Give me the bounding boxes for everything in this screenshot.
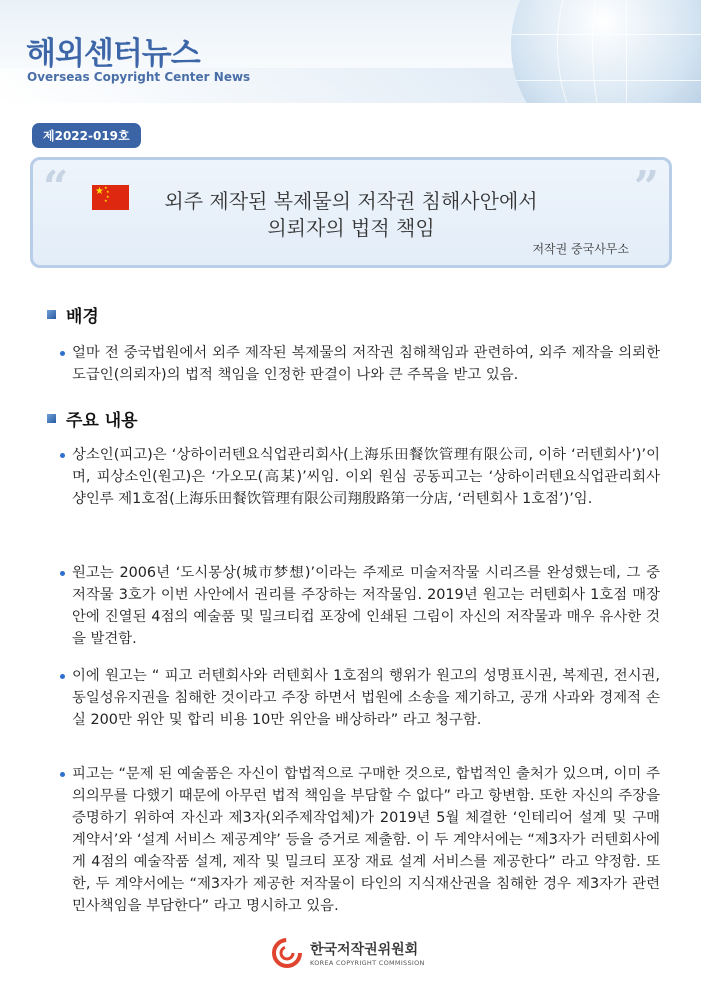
newsletter-title: 해외센터뉴스 [26, 36, 200, 72]
list-item [60, 763, 660, 917]
bullet-dot-icon [60, 674, 65, 679]
org-name-en: KOREA COPYRIGHT COMMISSION [310, 959, 425, 967]
issue-number-badge: 제2022-019호 [32, 123, 141, 148]
section-heading-text: 주요 내용 [66, 411, 138, 431]
section-heading-background [47, 302, 99, 327]
article-title-box [30, 157, 672, 268]
list-item-text: 이에 원고는 “ 피고 러텐회사와 러텐회사 1호점의 행위가 원고의 성명표시권, 복제권, 전시권, 동일성유지권을 침해한 것이라고 주장 하면서 법원에 소송을 제기하고, 공개 사과와 경제적 손실 200만 위안 및 합리 비용 10만 위안을 배상하라” 라고 청구함. [72, 668, 660, 728]
list-item-text: 상소인(피고)은 ‘상하이러텐요식업관리회사(上海乐田餐饮管理有限公司, 이하 ‘러텐회사’)’이며, 피상소인(원고)은 ‘가오모(高某)’씨임. 이외 원심 공동피고는 ‘상하이러텐요식업관리회사 샹인루 제1호점(上海乐田餐饮管理有限公司翔殷路第一分店, ‘러텐회사 1호점’)’임. [72, 447, 660, 507]
globe-icon [511, 0, 701, 103]
article-title-line1: 외주 제작된 복제물의 저작권 침해사안에서 [164, 189, 538, 213]
list-item-text: 얼마 전 중국법원에서 외주 제작된 복제물의 저작권 침해책임과 관련하여, 외주 제작을 의뢰한 도급인(의뢰자)의 법적 책임을 인정한 판결이 나와 큰 주목을 받고 있음. [72, 345, 660, 383]
square-bullet-icon [47, 414, 56, 423]
section-heading-text: 배경 [66, 307, 99, 327]
bullet-dot-icon [60, 772, 65, 777]
article-department: 저작권 중국사무소 [532, 242, 629, 256]
list-item [60, 342, 660, 386]
header-banner [0, 0, 701, 103]
china-flag-icon: ★ ★ ★ ★ ★ [92, 185, 129, 210]
close-quote-icon: ” [633, 162, 659, 213]
bullet-dot-icon [60, 351, 65, 356]
article-title-line2: 의뢰자의 법적 책임 [267, 216, 435, 240]
article-title [33, 188, 669, 242]
list-item-text: 원고는 2006년 ‘도시몽상(城市梦想)’이라는 주제로 미술저작물 시리즈를 완성했는데, 그 중 저작물 3호가 이번 사안에서 권리를 주장하는 저작물임. 2019년 원고는 러텐회사 1호점 매장 안에 진열된 4점의 예술품 및 밀크티컵 포장에 인쇄된 그림이 자신의 저작물과 매우 유사한 것을 발견함. [72, 565, 660, 647]
list-item [60, 444, 660, 510]
list-item-text: 피고는 “문제 된 예술품은 자신이 합법적으로 구매한 것으로, 합법적인 출처가 있으며, 이미 주의의무를 다했기 때문에 아무런 법적 책임을 부담할 수 없다” 라고 항변함. 또한 자신의 주장을 증명하기 위하여 자신과 제3자(외주제작업체)가 2019년 5월 체결한 ‘인테리어 설계 및 구매계약서’와 ‘설계 서비스 제공계약’ 등을 증거로 제출함. 이 두 계약서에는 “제3자가 러텐회사에게 4점의 예술작품 설계, 제작 및 밀크티 포장 재료 설계 서비스를 제공한다” 라고 약정함. 또한, 두 계약서에는 “제3자가 제공한 저작물이 타인의 지식재산권을 침해한 경우 제3자가 관련 민사책임을 부담한다” 라고 명시하고 있음. [72, 766, 660, 914]
list-item [60, 665, 660, 731]
open-quote-icon: “ [43, 162, 69, 213]
newsletter-subtitle: Overseas Copyright Center News [27, 70, 251, 84]
bullet-dot-icon [60, 453, 65, 458]
footer-logo [272, 938, 425, 968]
section-heading-main-content [47, 406, 138, 431]
commission-logo-icon [272, 938, 302, 968]
square-bullet-icon [47, 310, 56, 319]
bullet-dot-icon [60, 571, 65, 576]
org-name-ko: 한국저작권위원회 [310, 942, 419, 958]
list-item [60, 562, 660, 650]
